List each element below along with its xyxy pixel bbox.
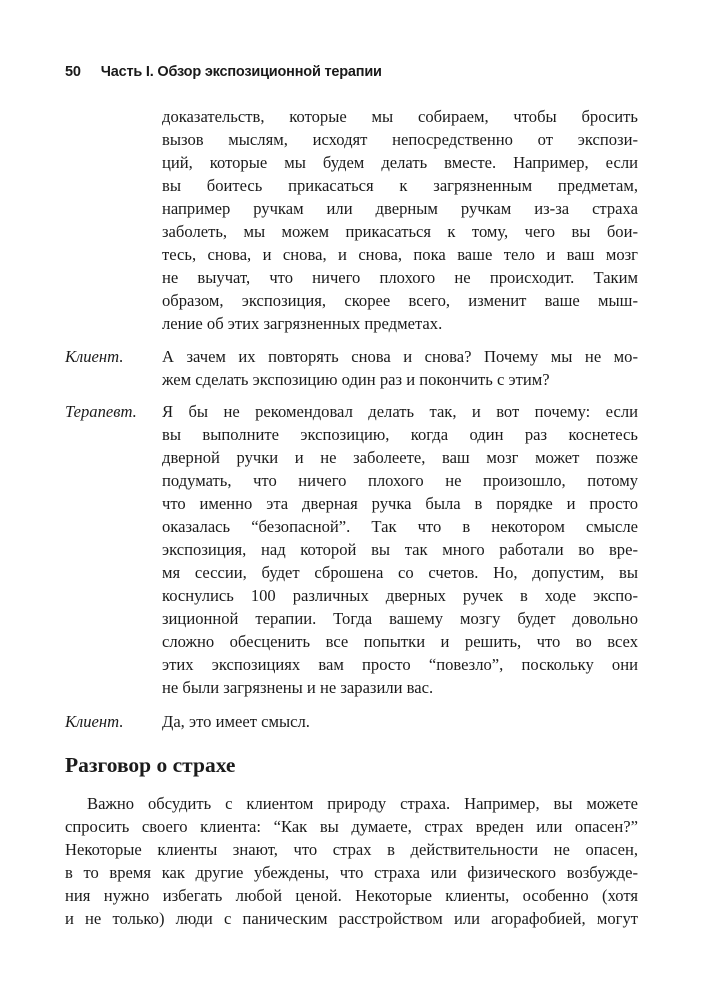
text-line: вы боитесь прикасаться к загрязненным предметам, xyxy=(162,176,638,195)
text-line: этих экспозициях вам просто “повезло”, поскольку они xyxy=(162,655,638,674)
text-line: что именно эта дверная ручка была в порядке и просто xyxy=(162,494,638,513)
text-line: доказательств, которые мы собираем, чтобы бросить xyxy=(162,107,638,126)
text-line: не выучат, что ничего плохого не происходит. Таким xyxy=(162,268,638,287)
section-heading: Разговор о страхе xyxy=(65,753,236,777)
text-line: подумать, что ничего плохого не произошло, потому xyxy=(162,471,638,490)
text-line: и не только) люди с паническим расстройством или агорафобией, могут xyxy=(65,909,638,928)
text-line: Да, это имеет смысл. xyxy=(162,712,310,731)
text-line: не были загрязнены и не заразили вас. xyxy=(162,678,434,697)
text-line: спросить своего клиента: “Как вы думаете, страх вреден или опасен?” xyxy=(65,817,638,836)
text-line: ций, которые мы будем делать вместе. Например, если xyxy=(162,153,638,172)
text-line: Некоторые клиенты знают, что страх в действительности не опасен, xyxy=(65,840,638,859)
text-line: жем сделать экспозицию один раз и покончить с этим? xyxy=(162,370,550,389)
text-line: ление об этих загрязненных предметах. xyxy=(162,314,443,333)
text-line: мя сессии, будет сброшена со счетов. Но, допустим, вы xyxy=(162,563,638,582)
page-number: 50 xyxy=(65,64,81,80)
speech-text xyxy=(162,400,638,699)
text-line: заболеть, мы можем прикасаться к тому, чего вы бои- xyxy=(162,222,638,241)
text-line: оказалась “безопасной”. Так что в некотором смысле xyxy=(162,517,638,536)
speaker-label: Клиент. xyxy=(65,712,124,731)
text-line: в то время как другие убеждены, что страха или физического возбужде- xyxy=(65,863,638,882)
speaker-label: Терапевт. xyxy=(65,402,137,421)
text-line: вызов мыслям, исходят непосредственно от экспози- xyxy=(162,130,638,149)
running-title: Часть I. Обзор экспозиционной терапии xyxy=(100,64,382,80)
dialogue-turn-client xyxy=(65,710,638,733)
speech-text xyxy=(162,345,638,391)
text-line: образом, экспозиция, скорее всего, изменит ваше мыш- xyxy=(162,291,638,310)
dialogue-turn-client xyxy=(65,345,638,391)
text-line: экспозиция, над которой вы так много работали во вре- xyxy=(162,540,638,559)
text-line: дверной ручки и не заболеете, ваш мозг может позже xyxy=(162,448,638,467)
speaker-label: Клиент. xyxy=(65,347,124,366)
text-line: сложно обесценить все попытки и решить, что во всех xyxy=(162,632,638,651)
text-line: А зачем их повторять снова и снова? Почему мы не мо- xyxy=(162,347,638,366)
body-paragraph xyxy=(65,792,638,930)
text-line: Важно обсудить с клиентом природу страха. Например, вы можете xyxy=(87,794,638,813)
text-line: Я бы не рекомендовал делать так, и вот почему: если xyxy=(162,402,638,421)
text-line: например ручкам или дверным ручкам из-за страха xyxy=(162,199,638,218)
text-line: коснулись 100 различных дверных ручек в ходе экспо- xyxy=(162,586,638,605)
running-header xyxy=(65,64,382,80)
text-line: ния нужно избегать любой ценой. Некоторые клиенты, особенно (хотя xyxy=(65,886,638,905)
text-line: вы выполните экспозицию, когда один раз коснетесь xyxy=(162,425,638,444)
dialogue-continuation xyxy=(162,105,638,335)
text-line: тесь, снова, и снова, и снова, пока ваше тело и ваш мозг xyxy=(162,245,638,264)
speech-text xyxy=(162,710,638,733)
dialogue-turn-therapist xyxy=(65,400,638,699)
text-line: зиционной терапии. Тогда вашему мозгу будет довольно xyxy=(162,609,638,628)
